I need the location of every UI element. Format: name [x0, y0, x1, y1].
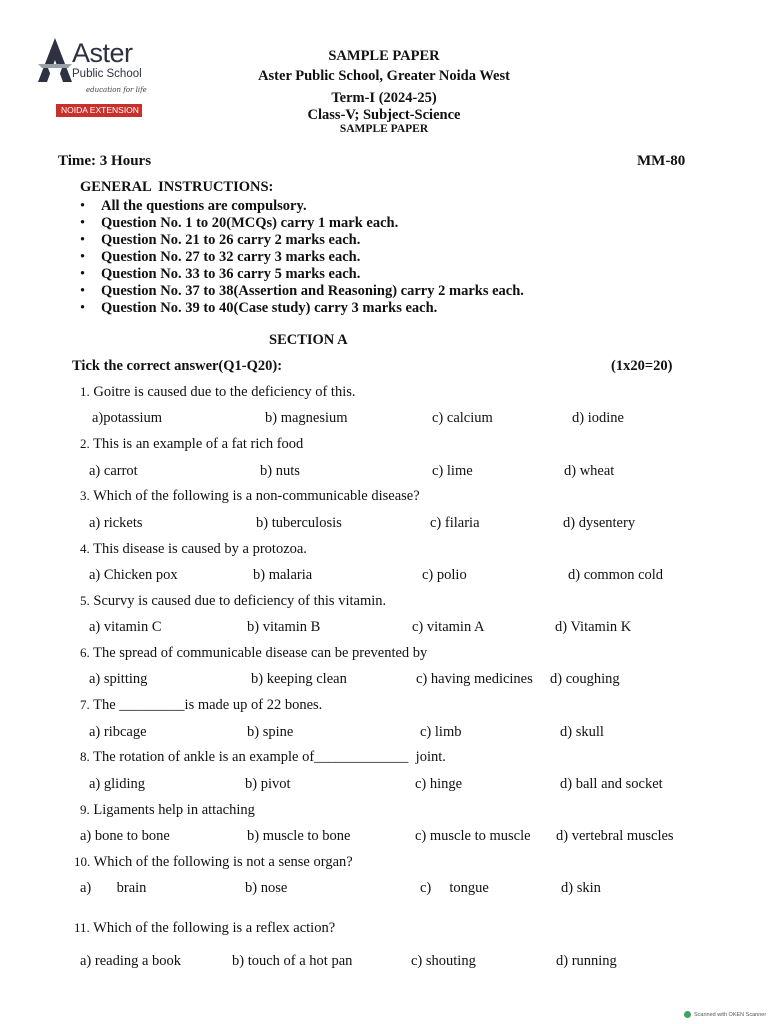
question-text: This disease is caused by a protozoa.	[93, 541, 307, 557]
question-number: 7.	[80, 697, 90, 712]
question-number: 11.	[74, 920, 90, 935]
question-number: 1.	[80, 384, 90, 399]
option-a[interactable]: a) spitting	[89, 671, 148, 687]
question-text: The spread of communicable disease can be prevented by	[93, 645, 428, 661]
option-d[interactable]: d) ball and socket	[560, 776, 663, 792]
aster-star-logo-icon	[38, 38, 72, 82]
instruction-item: • All the questions are compulsory.	[80, 198, 524, 215]
instruction-item: • Question No. 21 to 26 carry 2 marks each.	[80, 232, 524, 249]
option-d[interactable]: d) running	[556, 953, 617, 969]
option-c[interactable]: c) filaria	[430, 515, 480, 531]
question	[80, 384, 356, 401]
option-b[interactable]: b) muscle to bone	[247, 828, 351, 844]
question-text: The _________is made up of 22 bones.	[93, 697, 323, 713]
question-number: 6.	[80, 645, 90, 660]
option-b[interactable]: b) vitamin B	[247, 619, 321, 635]
option-a[interactable]: a) ribcage	[89, 724, 147, 740]
option-c[interactable]: c) limb	[420, 724, 462, 740]
option-a[interactable]: a) brain	[80, 880, 147, 896]
option-b[interactable]: b) nose	[245, 880, 288, 896]
question	[80, 645, 427, 662]
question-text: This is an example of a fat rich food	[93, 436, 304, 452]
school-name: Aster Public School, Greater Noida West	[258, 68, 510, 84]
option-b[interactable]: b) magnesium	[265, 410, 348, 426]
option-a[interactable]: a) bone to bone	[80, 828, 170, 844]
option-b[interactable]: b) tuberculosis	[256, 515, 342, 531]
instruction-item: • Question No. 1 to 20(MCQs) carry 1 mark each.	[80, 215, 524, 232]
question-text: Which of the following is not a sense organ?	[93, 854, 353, 870]
question-text: Which of the following is a non-communicable disease?	[93, 488, 420, 504]
question	[80, 697, 322, 714]
question-text: Goitre is caused due to the deficiency of this.	[93, 384, 356, 400]
option-c[interactable]: c) muscle to muscle	[415, 828, 531, 844]
option-d[interactable]: d) coughing	[550, 671, 620, 687]
question-text: Scurvy is caused due to deficiency of this vitamin.	[93, 593, 387, 609]
option-c[interactable]: c) having medicines	[416, 671, 533, 687]
instruction-item: • Question No. 27 to 32 carry 3 marks each.	[80, 249, 524, 266]
question	[80, 802, 255, 819]
option-d[interactable]: d) wheat	[564, 463, 615, 479]
logo-name: Aster	[72, 38, 133, 68]
option-c[interactable]: c) hinge	[415, 776, 463, 792]
option-c[interactable]: c) shouting	[411, 953, 476, 969]
instruction-item: • Question No. 39 to 40(Case study) carry 3 marks each.	[80, 300, 524, 317]
question	[80, 488, 420, 505]
question-number: 10.	[74, 854, 91, 869]
instructions-list	[80, 198, 524, 317]
term-label: Term-I (2024-25)	[331, 90, 437, 106]
logo-location-bar: NOIDA EXTENSION	[56, 104, 142, 117]
school-logo	[36, 38, 148, 118]
option-c[interactable]: c) calcium	[432, 410, 493, 426]
section-marks: (1x20=20)	[611, 358, 673, 374]
max-marks: MM-80	[637, 153, 686, 169]
question-number: 5.	[80, 593, 90, 608]
logo-subtitle: Public School	[72, 68, 142, 80]
class-subject: Class-V; Subject-Science	[307, 107, 461, 123]
option-a[interactable]: a)potassium	[92, 410, 163, 426]
section-heading: SECTION A	[269, 332, 348, 348]
scanner-logo-icon	[684, 1011, 691, 1018]
option-b[interactable]: b) keeping clean	[251, 671, 347, 687]
option-b[interactable]: b) malaria	[253, 567, 313, 583]
paper-subtitle: SAMPLE PAPER	[339, 123, 429, 135]
instruction-item: • Question No. 33 to 36 carry 5 marks each.	[80, 266, 524, 283]
option-b[interactable]: b) touch of a hot pan	[232, 953, 353, 969]
option-a[interactable]: a) rickets	[89, 515, 143, 531]
option-c[interactable]: c) tongue	[420, 880, 489, 896]
option-d[interactable]: d) skin	[561, 880, 601, 896]
question-text: The rotation of ankle is an example of_____________ joint.	[89, 749, 446, 765]
question-number: 9.	[80, 802, 90, 817]
question	[80, 436, 303, 453]
question	[74, 854, 353, 871]
option-c[interactable]: c) polio	[422, 567, 467, 583]
option-a[interactable]: a) gliding	[89, 776, 145, 792]
option-d[interactable]: d) vertebral muscles	[556, 828, 674, 844]
time-label: Time: 3 Hours	[58, 153, 152, 169]
option-a[interactable]: a) carrot	[89, 463, 138, 479]
option-d[interactable]: d) Vitamin K	[555, 619, 632, 635]
question	[80, 593, 386, 610]
question	[80, 541, 307, 558]
question-text: Ligaments help in attaching	[93, 802, 255, 818]
scanner-text: Scanned with OKEN Scanner	[694, 1011, 767, 1018]
section-instruction: Tick the correct answer(Q1-Q20):	[72, 358, 283, 374]
question-text: Which of the following is a reflex action?	[93, 920, 336, 936]
instructions-heading: GENERAL INSTRUCTIONS:	[80, 179, 274, 195]
question-number: 2.	[80, 436, 90, 451]
option-b[interactable]: b) pivot	[245, 776, 291, 792]
question-number: 8.	[80, 749, 90, 764]
option-d[interactable]: d) skull	[560, 724, 604, 740]
option-b[interactable]: b) spine	[247, 724, 294, 740]
option-d[interactable]: d) iodine	[572, 410, 624, 426]
option-b[interactable]: b) nuts	[260, 463, 300, 479]
instruction-item: • Question No. 37 to 38(Assertion and Reasoning) carry 2 marks each.	[80, 283, 524, 300]
option-a[interactable]: a) reading a book	[80, 953, 182, 969]
question	[74, 920, 335, 937]
question-number: 4.	[80, 541, 90, 556]
question	[80, 749, 446, 766]
paper-title: SAMPLE PAPER	[328, 48, 440, 64]
option-d[interactable]: d) common cold	[568, 567, 664, 583]
option-a[interactable]: a) vitamin C	[89, 619, 162, 635]
scanner-watermark	[684, 1011, 766, 1018]
option-c[interactable]: c) vitamin A	[412, 619, 485, 635]
logo-tagline: education for life	[86, 86, 147, 94]
option-d[interactable]: d) dysentery	[563, 515, 636, 531]
option-a[interactable]: a) Chicken pox	[89, 567, 178, 583]
question-number: 3.	[80, 488, 90, 503]
option-c[interactable]: c) lime	[432, 463, 473, 479]
